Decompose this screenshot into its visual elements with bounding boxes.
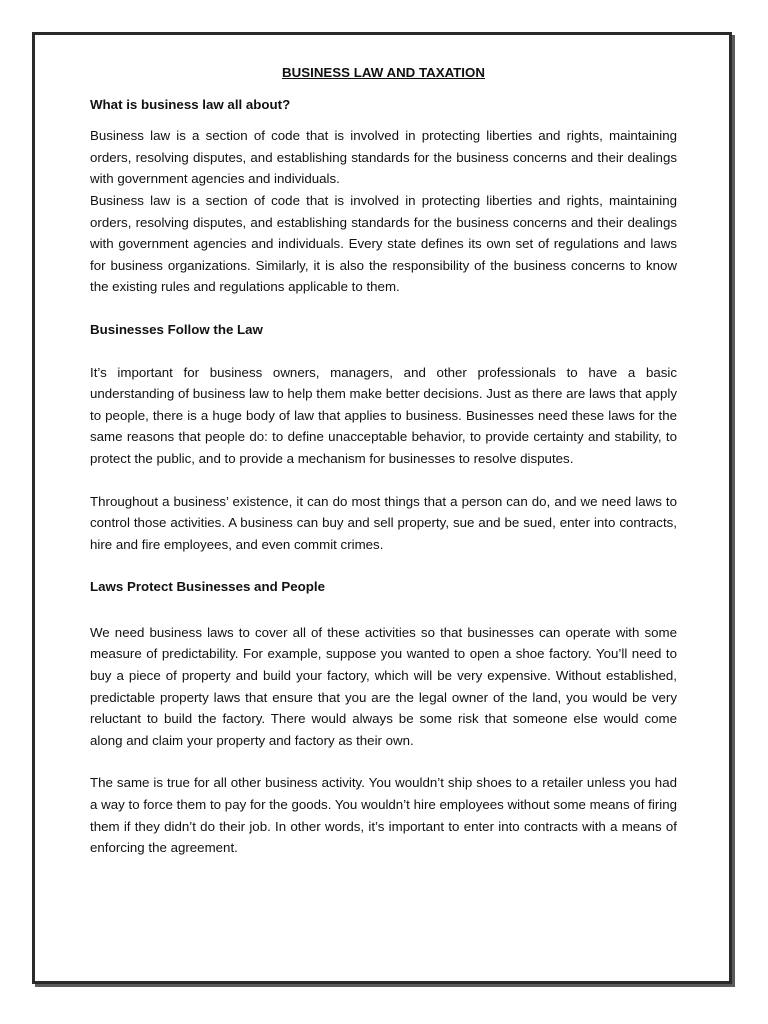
paragraph-intro-1: Business law is a section of code that is involved in protecting liberties and rights, maintaining orders, resolving disputes, and establishing standards for the business concerns and their dealings with government agencies and individuals.	[90, 128, 677, 187]
section-heading-follow: Businesses Follow the Law	[90, 321, 263, 337]
paragraph-follow-2: Throughout a business’ existence, it can do most things that a person can do, and we need laws to control those activities. A business can buy and sell property, sue and be sued, enter into contracts, hire and fire employees, and even commit crimes.	[90, 493, 677, 552]
document-title: BUSINESS LAW AND TAXATION	[282, 65, 485, 80]
section-heading-intro: What is business law all about?	[90, 96, 291, 112]
paragraph-intro-2: Business law is a section of code that is involved in protecting liberties and rights, maintaining orders, resolving disputes, and establishing standards for the business concerns and their dealings with government agencies and individuals. Every state defines its own set of regulations and laws for business organizations. Similarly, it is also the responsibility of the business concerns to know the existing rules and regulations applicable to them.	[90, 192, 677, 295]
paragraph-follow-1: It’s important for business owners, managers, and other professionals to have a basic understanding of business law to help them make better decisions. Just as there are laws that apply to people, there is a huge body of law that applies to business. Businesses need these laws for the same reasons that people do: to define unacceptable behavior, to provide certainty and stability, to protect the public, and to provide a mechanism for businesses to resolve disputes.	[90, 364, 677, 466]
paragraph-protect-2: The same is true for all other business activity. You wouldn’t ship shoes to a retailer unless you had a way to force them to pay for the goods. You wouldn’t hire employees without some means of firing them if they didn’t do their job. In other words, it’s important to enter into contracts with a means of enforcing the agreement.	[90, 775, 677, 856]
document-body	[90, 62, 677, 859]
paragraph-protect-1: We need business laws to cover all of these activities so that businesses can operate with some measure of predictability. For example, suppose you wanted to open a shoe factory. You’ll need to buy a piece of property and build your factory, which will be very expensive. Without established, predictable property laws that ensure that you are the legal owner of the land, you would be very reluctant to build the factory. There would always be some risk that someone else would come along and claim your property and factory as their own.	[90, 624, 677, 748]
section-heading-protect: Laws Protect Businesses and People	[90, 579, 325, 595]
